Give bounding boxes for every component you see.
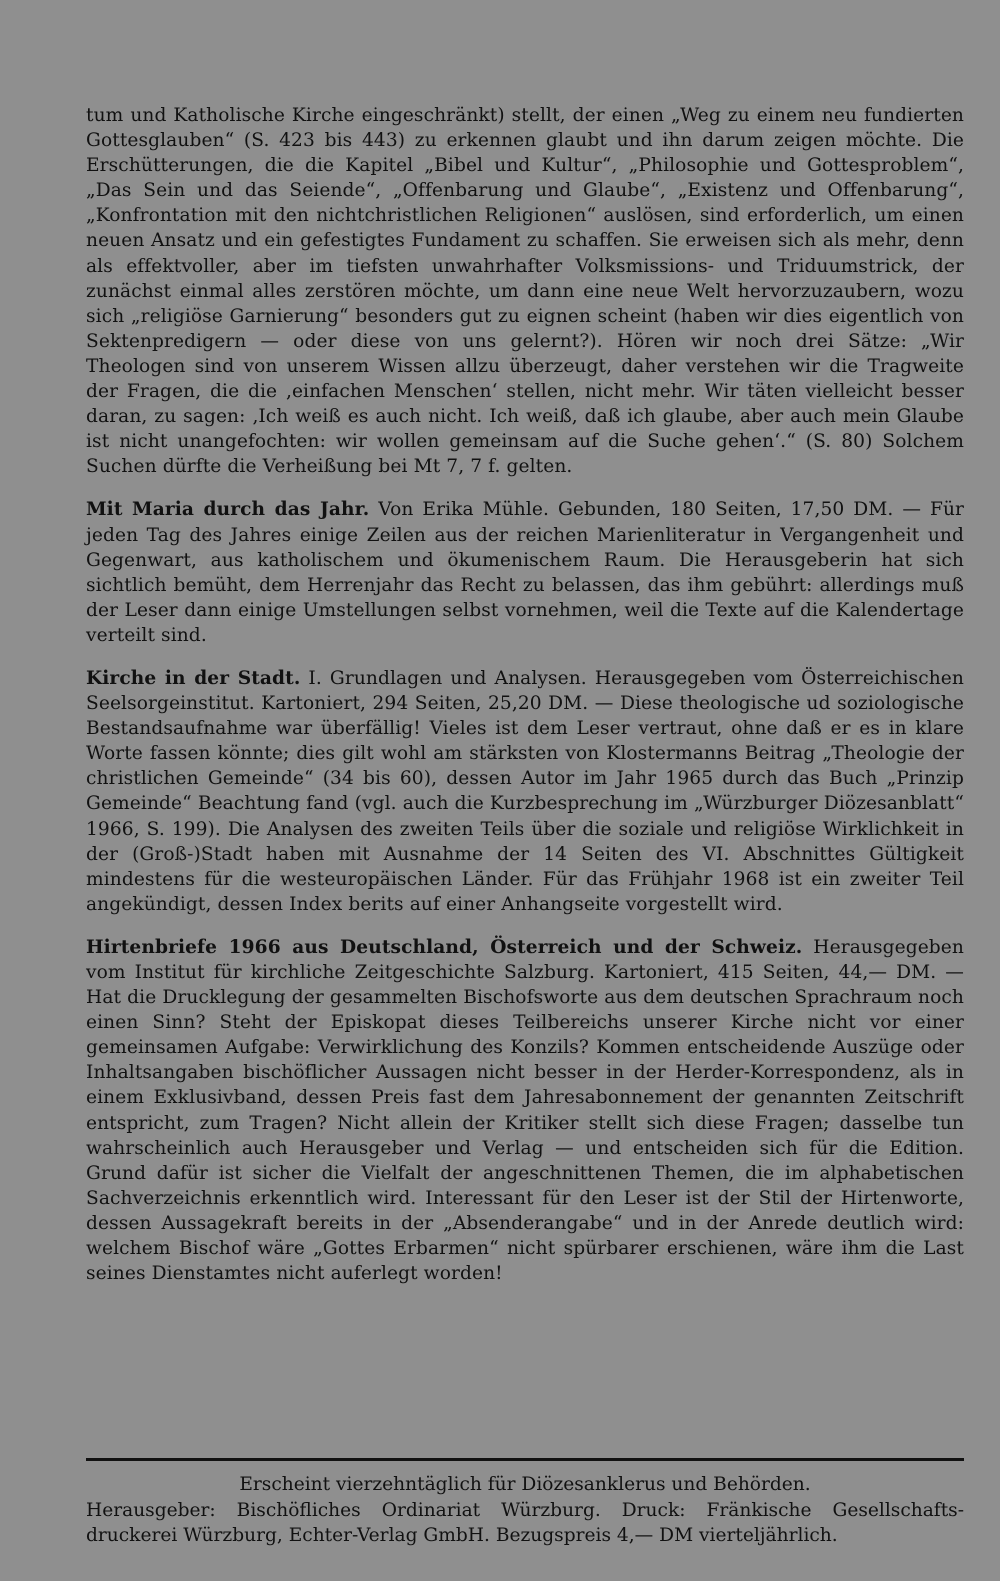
review-continuation-paragraph <box>86 103 964 479</box>
paragraph-text: tum und Katholische Kirche eingeschränkt) stellt, der einen „Weg zu einem neu fundierten Gottesglauben“ (S. 423 bis 443) zu erkennen glaubt und ihn darum zeigen möchte. Die Erschütterungen, die die Kapitel „Bibel und Kultur“, „Philosophie und Gottesproblem“, „Das Sein und das Seiende“, „Offenbarung und Glaube“, „Existenz und Offenbarung“, „Konfrontation mit den nichtchristlichen Religionen“ auslösen, sind erforderlich, um einen neuen Ansatz und ein gefestigtes Fundament zu schaffen. Sie erweisen sich als mehr, denn als effektvoller, aber im tiefsten unwahrhafter Volksmissions- und Triduumstrick, der zunächst einmal alles zerstören möchte, um dann eine neue Welt hervorzuzaubern, wozu sich „religiöse Garnierung“ besonders gut zu eignen scheint (haben wir dies eigentlich von Sektenpredigern — oder diese von uns gelernt?). Hören wir noch drei Sätze: „Wir Theologen sind von unserem Wissen allzu überzeugt, daher verstehen wir die Tragweite der Fragen, die die ‚einfachen Menschen‘ stellen, nicht mehr. Wir täten vielleicht besser daran, zu sagen: ‚Ich weiß es auch nicht. Ich weiß, daß ich glaube, aber auch mein Glaube ist nicht unangefochten: wir wollen gemeinsam auf die Suche gehen‘.“ (S. 80) Solchem Suchen dürfte die Verheißung bei Mt 7, 7 f. gelten. <box>86 105 964 478</box>
page-body <box>86 103 964 1286</box>
footer-publisher-line: Herausgeber: Bischöfliches Ordinariat Würzburg. Druck: Fränkische Gesellschafts- <box>86 1499 964 1521</box>
footer-frequency-line: Erscheint vierzehntäglich für Diözesanklerus und Behörden. <box>239 1474 811 1495</box>
book-title: Hirtenbriefe 1966 aus Deutschland, Österreich und der Schweiz. <box>86 936 803 958</box>
footer-price-line: druckerei Würzburg, Echter-Verlag GmbH. Bezugspreis 4,— DM vierteljährlich. <box>86 1525 838 1546</box>
paragraph-text: Herausgegeben vom Institut für kirchliche Zeitgeschichte Salzburg. Kartoniert, 415 Seiten, 44,— DM. — Hat die Drucklegung der gesammelten Bischofsworte aus dem deutschen Sprachraum noch einen Sinn? Steht der Episkopat dieses Teilbereichs unserer Kirche nicht vor einer gemeinsamen Aufgabe: Verwirklichung des Konzils? Kommen entscheidende Auszüge oder Inhaltsangaben bischöflicher Aussagen nicht besser in der Herder-Korrespondenz, als in einem Exklusivband, dessen Preis fast dem Jahresabonnement der genannten Zeitschrift entspricht, zum Tragen? Nicht allein der Kritiker stellt sich diese Fragen; dasselbe tun wahrscheinlich auch Herausgeber und Verlag — und entscheiden sich für die Edition. Grund dafür ist sicher die Vielfalt der angeschnittenen Themen, die im alphabetischen Sachverzeichnis erkenntlich wird. Interessant für den Leser ist der Stil der Hirtenworte, dessen Aussagekraft bereits in der „Absenderangabe“ und in der Anrede deutlich wird: welchem Bischof wäre „Gottes Erbarmen“ nicht spürbarer erschienen, wäre ihm die Last seines Dienstamtes nicht auferlegt worden! <box>86 936 964 1285</box>
book-title: Mit Maria durch das Jahr. <box>86 499 370 521</box>
footer-divider <box>86 1458 964 1461</box>
paragraph-text: Von Erika Mühle. Gebunden, 180 Seiten, 17,50 DM. — Für jeden Tag des Jahres einige Zeilen aus der reichen Marienliteratur in Vergangenheit und Gegenwart, aus katholischem und ökumenischem Raum. Die Herausgeberin hat sich sichtlich bemüht, dem Herrenjahr das Recht zu belassen, das ihm gebührt: allerdings muß der Leser dann einige Umstellungen selbst vornehmen, weil die Texte auf die Kalendertage verteilt sind. <box>86 499 965 646</box>
review-kirche-in-der-stadt-paragraph <box>86 666 964 917</box>
paragraph-text: I. Grundlagen und Analysen. Herausgegeben vom Österreichischen Seelsorgeinstitut. Kartoniert, 294 Seiten, 25,20 DM. — Diese theologische ud soziologische Bestandsaufnahme war überfällig! Vieles ist dem Leser vertraut, ohne daß er es in klare Worte fassen könnte; dies gilt wohl am stärksten von Klostermanns Beitrag „Theologie der christlichen Gemeinde“ (34 bis 60), dessen Autor im Jahr 1965 durch das Buch „Prinzip Gemeinde“ Beachtung fand (vgl. auch die Kurzbesprechung im „Würzburger Diözesanblatt“ 1966, S. 199). Die Analysen des zweiten Teils über die soziale und religiöse Wirklichkeit in der (Groß-)Stadt haben mit Ausnahme der 14 Seiten des VI. Abschnittes Gültigkeit mindestens für die westeuropäischen Länder. Für das Frühjahr 1968 ist ein zweiter Teil angekündigt, dessen Index berits auf einer Anhangseite vorgestellt wird. <box>86 667 964 915</box>
book-title: Kirche in der Stadt. <box>86 667 301 689</box>
review-mit-maria-paragraph <box>86 497 964 648</box>
review-hirtenbriefe-paragraph <box>86 935 964 1286</box>
imprint-footer <box>86 1472 964 1549</box>
